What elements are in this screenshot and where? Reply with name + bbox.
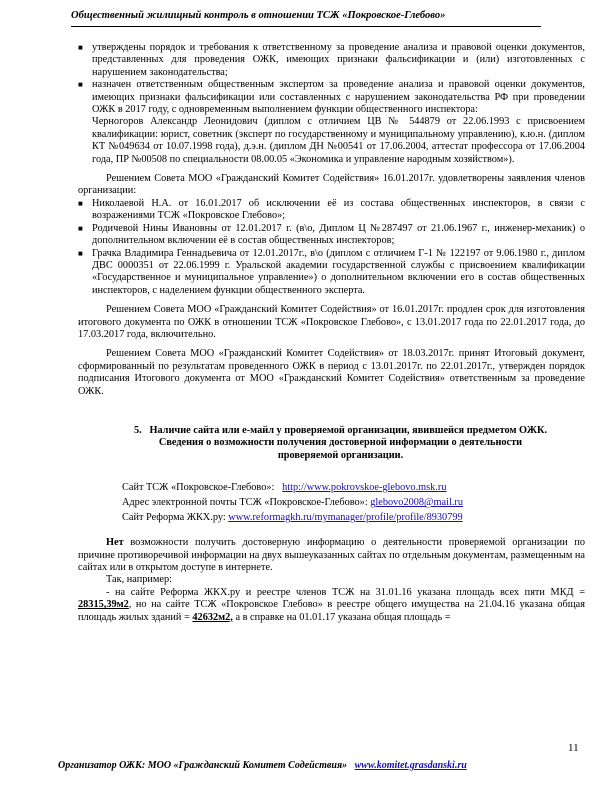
area-value: 28315,39м2 (78, 599, 129, 611)
page-number: 11 (568, 742, 579, 754)
email-row (122, 495, 585, 510)
bullet-icon: ■ (78, 43, 83, 52)
site-row (122, 480, 585, 495)
section-title-line: Сведения о возможности получения достоверной информации о деятельности (158, 437, 523, 449)
area-value: 42632м2, (192, 611, 233, 623)
paragraph: Так, например: (106, 574, 172, 586)
page-header: Общественный жилищный контроль в отношении ТСЖ «Покровское-Глебово» (71, 9, 541, 27)
list-item-text: Николаевой Н.А. от 16.01.2017 об исключении её из состава общественных инспекторов, в связи с возражениями ТСЖ «Покровское Глебово»; (92, 197, 585, 222)
list-item (78, 248, 585, 298)
section-heading (78, 425, 585, 462)
site-link[interactable]: http://www.pokrovskoe-glebovo.msk.ru (282, 482, 447, 494)
email-link[interactable]: glebovo2008@mail.ru (370, 497, 463, 509)
link-label: Сайт Реформа ЖКХ.ру: (122, 512, 226, 524)
page-content (78, 42, 585, 624)
paragraph: Решением Совета МОО «Гражданский Комитет Содействия» от 18.03.2017г. принят Итоговый документ, сформированный по результатам проведенного ОЖК в период с 13.01.2017г. по 22.01.2017г., утвержден порядок подписания Итогового документа от МОО «Гражданский Комитет Содействия» ответственным за проведение ОЖК. (78, 348, 585, 397)
list-item-text: Грачка Владимира Геннадьевича от 12.01.2017г., в\о (диплом с отличием Г-1 № 122197 от 9.06.1980 г., диплом ДВС 0000351 от 22.06.1999 г. Уральской академии государственной службы с присвоением квалификации «Государственное и муниципальное управление») о дополнительном включении его в состав общественных инспекторов, с наделением функции общественного эксперта. (92, 247, 585, 296)
page-footer (58, 760, 467, 771)
reform-link[interactable]: www.reformagkh.ru/mymanager/profile/profile/8930799 (228, 512, 463, 524)
expert-paragraph: Черногоров Александр Леонидович (диплом с отличием ЦВ № 544879 от 22.06.1993 с присвоением квалификации: юрист, советник (эксперт по государственному и муниципальному управлению), к.ю.н. (диплом КТ №049634 от 10.07.1998 года), д.э.н. (диплом ДН №00541 от 17.06.2004, аттестат профессора от 17.06.2004 года, ПР №00508 по специальности 08.00.05 «Экономика и управление народным хозяйством»). (92, 116, 585, 165)
list-item-text: назначен ответственным общественным экспертом за проведение анализа и правовой оценки документов, имеющих признаки фальсификации или составленных с нарушением законодательства РФ при проведении ОЖК в 2017 году, с одновременным выполнением функции общественного инспектора: (92, 79, 585, 116)
list-item (78, 223, 585, 248)
bullet-icon: ■ (78, 223, 83, 233)
paragraph: Нет возможности получить достоверную информацию о деятельности проверяемой организации по причине противоречивой информации на двух вышеуказанных сайтах по отдельным документам, размещенным на сайтах или в открытом доступе в интернете. (78, 537, 585, 573)
bullet-icon: ■ (78, 198, 83, 208)
list-item (78, 42, 585, 79)
paragraph: Решением Совета МОО «Гражданский Комитет Содействия» 16.01.2017г. удовлетворены заявления членов организации: (78, 173, 585, 197)
section-title-line: Наличие сайта или е-майл у проверяемой организации, явившейся предметом ОЖК. (149, 424, 548, 436)
footer-link[interactable]: www.komitet.grasdanski.ru (354, 760, 467, 771)
list-item-text: утверждены порядок и требования к ответственному за проведение анализа и правовой оценки документов, представленных для проведения ОЖК, имеющих признаки фальсификации и (или) изготовленных с нарушением законодательства; (92, 42, 585, 78)
contact-links (78, 480, 585, 525)
section-title-line: проверяемой организации. (277, 449, 404, 461)
paragraph: Решением Совета МОО «Гражданский Комитет Содействия» от 16.01.2017г. продлен срок для изготовления итогового документа по ОЖК в отношении ТСЖ «Покровское Глебово», с 13.01.2017 года по 22.01.2017 года, до 17.03.2017 года, включительно. (78, 304, 585, 340)
list-item (78, 79, 585, 116)
footer-text: Организатор ОЖК: МОО «Гражданский Комитет Содействия» (58, 760, 348, 771)
link-label: Сайт ТСЖ «Покровское-Глебово»: (122, 482, 275, 494)
list-item (78, 198, 585, 223)
paragraph: - на сайте Реформа ЖКХ.ру и реестре членов ТСЖ на 31.01.16 указана площадь всех пяти МКД = 28315,39м2, но на сайте ТСЖ «Покровское Глебово» в реестре общего имущества на 21.04.16 указана общая площадь жилых зданий = 42632м2, а в справке на 01.01.17 указана общая площадь = (78, 586, 585, 623)
bullet-icon: ■ (78, 248, 83, 258)
list-item-text: Родичевой Нины Ивановны от 12.01.2017 г. (в\о, Диплом Ц №287497 от 21.06.1967 г., инженер-механик) о дополнительном включении её в состав общественных инспекторов; (92, 222, 585, 247)
link-label: Адрес электронной почты ТСЖ «Покровское-Глебово»: (122, 497, 368, 509)
bullet-icon: ■ (78, 80, 83, 90)
section-number: 5. (133, 424, 142, 436)
bold-word: Нет (106, 537, 124, 549)
reform-row (122, 510, 585, 525)
